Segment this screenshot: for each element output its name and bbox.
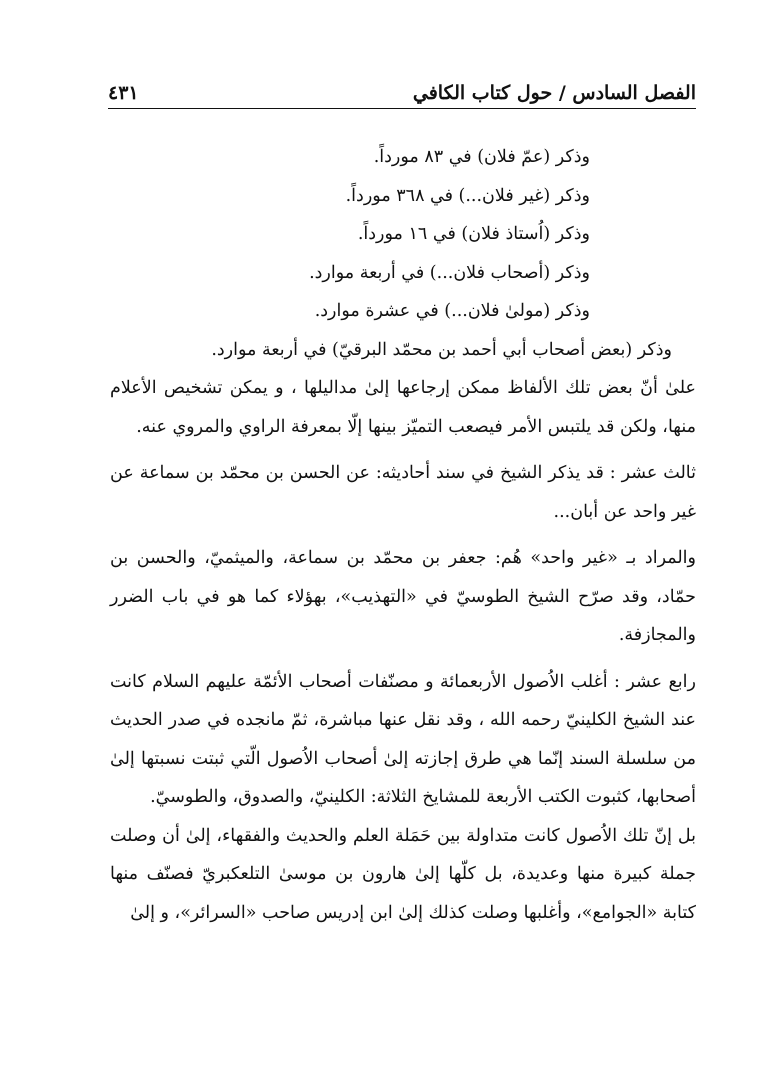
paragraph-reference-note: علىٰ أنّ بعض تلك الألفاظ ممكن إرجاعها إلىٰ مداليلها ، و يمكن تشخيص الأعلام منها، ولكن قد يلتبس الأمر فيصعب التميّز بينها إلّا بمعرفة الراوي والمروي عنه.: [110, 378, 696, 437]
list-item: وذكر (مولىٰ فلان...) في عشرة موارد.: [314, 301, 590, 321]
list-item: وذكر (أصحاب فلان...) في أربعة موارد.: [309, 262, 590, 283]
page-header: [108, 70, 696, 109]
paragraph-fourteenth: رابع عشر : أغلب الاُصول الأربعمائة و مصنّفات أصحاب الأئمّة عليهم السلام كانت عند الشيخ الكلينيّ رحمه الله ، وقد نقل عنها مباشرة، ثمّ مانجده في صدر الحديث من سلسلة السند إنّما هي طرق إجازته إلىٰ أصحاب الاُصول الّتي ثبتت نسبتها إلىٰ أصحابها، كثبوت الكتب الأربعة للمشايخ الثلاثة: الكلينيّ، والصدوق، والطوسيّ.: [110, 671, 696, 807]
paragraph-ghayr-wahid: والمراد بـ «غير واحد» هُم: جعفر بن محمّد بن سماعة، والميثميّ، والحسن بن حمّاد، وقد صرّح الشيخ الطوسيّ في «التهذيب»، بهؤلاء كما هو في باب الضرر والمجازفة.: [110, 548, 696, 645]
list-item: وذكر (اُستاذ فلان) في ١٦ مورداً.: [357, 224, 590, 244]
mention-list: [110, 138, 696, 331]
page-body: [110, 138, 696, 932]
page-number: ٤٣١: [108, 82, 139, 104]
list-item: وذكر (بعض أصحاب أبي أحمد بن محمّد البرقيّ) في أربعة موارد.: [211, 339, 672, 360]
list-item: وذكر (غير فلان...) في ٣٦٨ مورداً.: [345, 185, 590, 206]
paragraph-thirteenth: ثالث عشر : قد يذكر الشيخ في سند أحاديثه: عن الحسن بن محمّد بن سماعة عن غير واحد عن أبان...: [110, 463, 696, 522]
list-item: وذكر (عمّ فلان) في ٨٣ مورداً.: [373, 147, 590, 167]
running-title: الفصل السادس / حول كتاب الكافي: [412, 82, 696, 104]
paragraph-usul-circulation: بل إنّ تلك الاُصول كانت متداولة بين حَمَلة العلم والحديث والفقهاء، إلىٰ أن وصلت جملة كبيرة منها وعديدة، بل كلّها إلىٰ هارون بن موسىٰ التلعكبريّ فصنّف منها كتابة «الجوامع»، وأغلبها وصلت كذلك إلىٰ ابن إدريس صاحب «السرائر»، و إلىٰ: [110, 825, 696, 923]
